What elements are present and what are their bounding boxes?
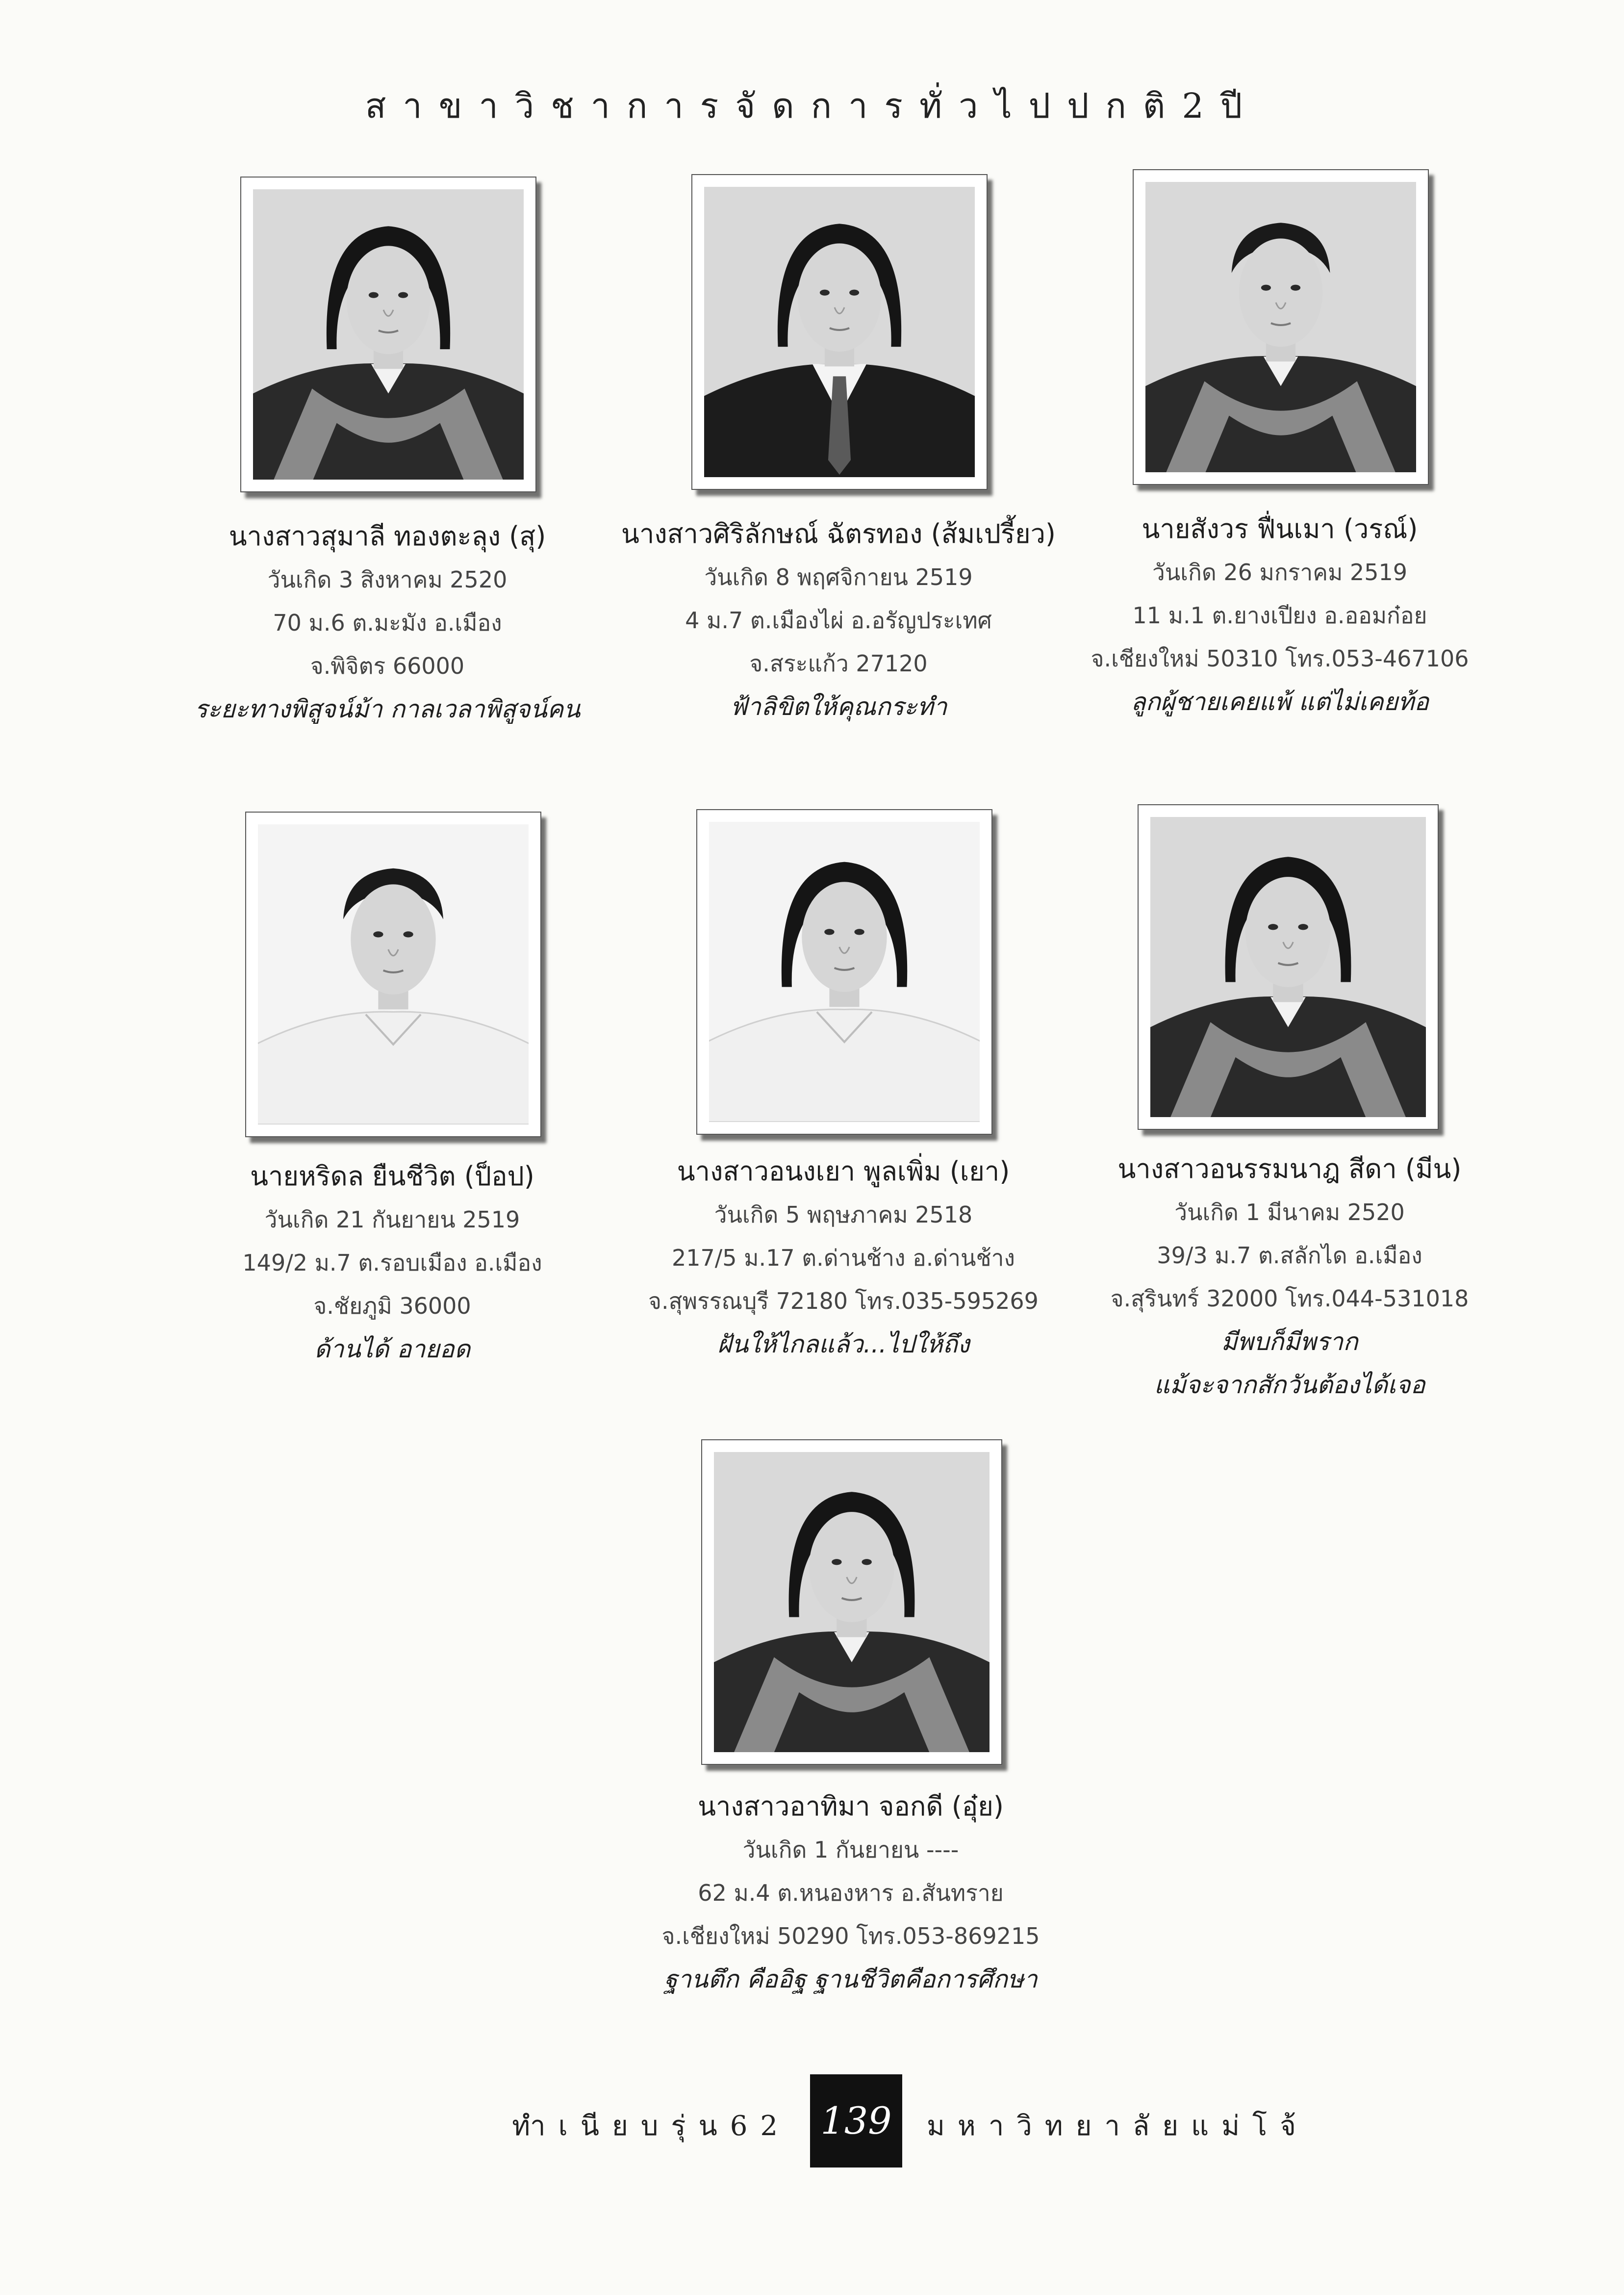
graduate-address: 11 ม.1 ต.ยางเปียง อ.ออมก๋อย bbox=[1132, 602, 1427, 629]
graduate-name: นางสาวสุมาลี ทองตะลุง (สุ) bbox=[228, 521, 546, 552]
photo-frame bbox=[701, 1439, 1002, 1765]
graduate-name: นางสาวอนงเยา พูลเพิ่ม (เยา) bbox=[677, 1156, 1010, 1187]
graduate-motto: มีพบก็มีพราก bbox=[1221, 1327, 1358, 1356]
graduate-motto: ฐานตึก คืออิฐ ฐานชีวิตคือการศึกษา bbox=[664, 1965, 1038, 1993]
graduate-photo bbox=[253, 189, 524, 480]
graduate-birthday: วันเกิด 1 มีนาคม 2520 bbox=[1174, 1199, 1405, 1225]
graduate-name: นางสาวอาทิมา จอกดี (อุ๋ย) bbox=[698, 1791, 1004, 1822]
page-title: สาขาวิชาการจัดการทั่วไปปกติ2ปี bbox=[365, 86, 1259, 126]
page-number: 139 bbox=[810, 2074, 902, 2168]
graduate-birthday: วันเกิด 8 พฤศจิกายน 2519 bbox=[704, 564, 973, 590]
graduate-photo bbox=[714, 1452, 990, 1752]
graduate-motto: ฝันให้ไกลแล้ว...ไปให้ถึง bbox=[717, 1330, 970, 1358]
graduate-address: 217/5 ม.17 ต.ด่านช้าง อ.ด่านช้าง bbox=[672, 1245, 1015, 1271]
graduate-province: จ.สุพรรณบุรี 72180 โทร.035-595269 bbox=[648, 1288, 1039, 1314]
graduate-photo bbox=[709, 822, 980, 1122]
graduate-province: จ.สุรินทร์ 32000 โทร.044-531018 bbox=[1110, 1285, 1469, 1312]
graduate-photo bbox=[1145, 182, 1416, 472]
graduate-birthday: วันเกิด 21 กันยายน 2519 bbox=[264, 1206, 520, 1233]
graduate-photo bbox=[1150, 817, 1426, 1117]
graduate-address: 62 ม.4 ต.หนองหาร อ.สันทราย bbox=[698, 1880, 1004, 1906]
graduate-birthday: วันเกิด 1 กันยายน ---- bbox=[742, 1836, 959, 1863]
graduate-province: จ.เชียงใหม่ 50310 โทร.053-467106 bbox=[1091, 645, 1469, 672]
graduate-info bbox=[1049, 1148, 1530, 1406]
photo-frame bbox=[1133, 169, 1429, 485]
graduate-birthday: วันเกิด 3 สิงหาคม 2520 bbox=[267, 566, 508, 593]
graduate-motto-line2: แม้จะจากสักวันต้องได้เจอ bbox=[1154, 1371, 1425, 1399]
photo-frame bbox=[696, 809, 992, 1135]
footer-yearbook-label: ทำเนียบรุ่น62 bbox=[512, 2110, 790, 2142]
graduate-name: นางสาวศิริลักษณ์ ฉัตรทอง (ส้มเปรี้ยว) bbox=[621, 518, 1056, 549]
footer-university-label: มหาวิทยาลัยแม่โจ้ bbox=[927, 2110, 1309, 2142]
graduate-address: 70 ม.6 ต.มะมัง อ.เมือง bbox=[273, 610, 502, 636]
photo-frame bbox=[1138, 804, 1439, 1130]
graduate-name: นายสังวร ฟื่นเมา (วรณ์) bbox=[1142, 513, 1418, 544]
graduate-motto: ลูกผู้ชายเคยแพ้ แต่ไม่เคยท้อ bbox=[1130, 688, 1429, 716]
graduate-photo bbox=[704, 187, 975, 477]
page-footer bbox=[0, 2074, 1624, 2168]
graduate-photo bbox=[258, 824, 529, 1124]
graduate-address: 4 ม.7 ต.เมืองไผ่ อ.อรัญประเทศ bbox=[685, 607, 992, 634]
graduate-motto: ระยะทางพิสูจน์ม้า กาลเวลาพิสูจน์คน bbox=[194, 695, 581, 723]
graduate-province: จ.พิจิตร 66000 bbox=[310, 653, 465, 679]
graduate-info bbox=[608, 1150, 1079, 1366]
photo-frame bbox=[240, 177, 536, 492]
graduate-name: นางสาวอนรรมนาฎ สีดา (มีน) bbox=[1117, 1153, 1462, 1184]
graduate-motto: ฟ้าลิขิตให้คุณกระทำ bbox=[730, 692, 947, 721]
graduate-info bbox=[603, 512, 1074, 728]
graduate-name: นายหริดล ยืนชีวิต (ป็อป) bbox=[250, 1161, 534, 1192]
graduate-province: จ.เชียงใหม่ 50290 โทร.053-869215 bbox=[661, 1923, 1040, 1949]
graduate-address: 149/2 ม.7 ต.รอบเมือง อ.เมือง bbox=[242, 1250, 542, 1276]
graduate-birthday: วันเกิด 26 มกราคม 2519 bbox=[1152, 559, 1407, 586]
graduate-address: 39/3 ม.7 ต.สลักได อ.เมือง bbox=[1157, 1242, 1422, 1269]
photo-frame bbox=[691, 174, 988, 490]
graduate-info bbox=[167, 515, 608, 731]
photo-frame bbox=[245, 812, 541, 1137]
graduate-province: จ.ชัยภูมิ 36000 bbox=[313, 1293, 471, 1319]
graduate-motto: ด้านได้ อายอด bbox=[314, 1335, 471, 1363]
graduate-info bbox=[172, 1155, 613, 1371]
graduate-birthday: วันเกิด 5 พฤษภาคม 2518 bbox=[714, 1201, 973, 1228]
graduate-info bbox=[613, 1785, 1089, 2001]
graduate-province: จ.สระแก้ว 27120 bbox=[749, 650, 928, 677]
graduate-info bbox=[1040, 508, 1520, 723]
